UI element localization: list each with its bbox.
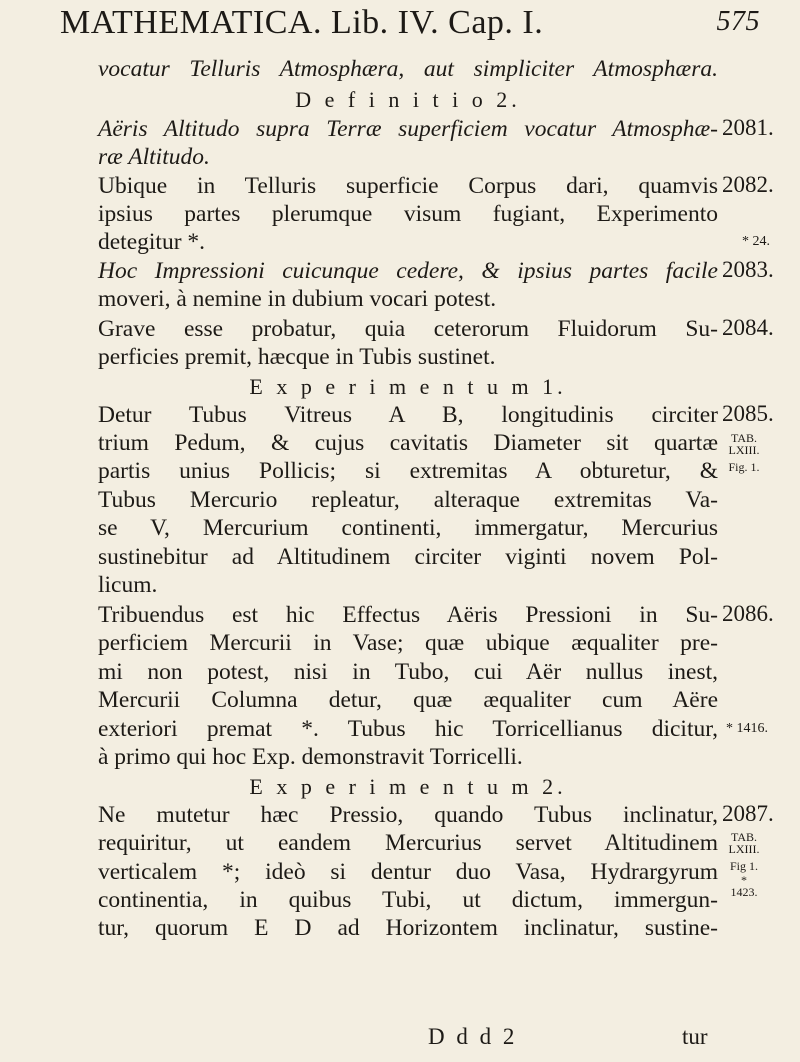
text-line: continentia, in quibus Tubi, ut dictum, immergun- (98, 887, 718, 913)
margin-reference: * 24. (742, 234, 770, 249)
running-head (60, 4, 760, 42)
text-line: mi non potest, nisi in Tubo, cui Aër nullus inest, (98, 659, 718, 685)
plate-label: TAB. (730, 830, 758, 844)
text-line: partis unius Pollicis; si extremitas A obturetur, & (98, 458, 718, 484)
text-line: verticalem *; ideò si dentur duo Vasa, Hydrargyrum (98, 859, 718, 885)
figure-reference: Fig. 1. (728, 460, 760, 474)
definition-heading: D e f i n i t i o 2. (295, 87, 521, 112)
page-number: 575 (716, 6, 760, 37)
figure-reference: Fig 1. (729, 859, 758, 873)
text-line: Detur Tubus Vitreus A B, longitudinis circiter (98, 402, 718, 428)
text-line: Tribuendus est hic Effectus Aëris Pressioni in Su- (98, 602, 718, 628)
plate-number: LXIII. (728, 842, 760, 856)
experiment-heading: E x p e r i m e n t u m 1. (249, 374, 567, 399)
page-title: MATHEMATICA. Lib. IV. Cap. I. (60, 4, 544, 41)
text-line: licum. (98, 572, 158, 598)
signature-mark: D d d 2 (428, 1024, 518, 1049)
margin-number: 2086. (722, 601, 774, 626)
margin-number: 2085. (722, 401, 774, 426)
text-line: Ne mutetur hæc Pressio, quando Tubus inclinatur, (98, 802, 718, 828)
text-line: perficiem Mercurii in Vase; quæ ubique æqualiter pre- (98, 630, 718, 656)
text-line: trium Pedum, & cujus cavitatis Diameter sit quartæ (98, 430, 718, 456)
text-line: perficies premit, hæcque in Tubis sustinet. (98, 344, 496, 370)
text-line: à primo qui hoc Exp. demonstravit Torricelli. (98, 744, 523, 770)
margin-number: 2084. (722, 315, 774, 340)
experiment-heading: E x p e r i m e n t u m 2. (249, 774, 567, 799)
text-line: moveri, à nemine in dubium vocari potest. (98, 286, 497, 312)
margin-number: 2081. (722, 115, 774, 140)
margin-number: 2083. (722, 257, 774, 282)
catchword: tur (682, 1024, 708, 1049)
plate-label: TAB. (730, 431, 758, 445)
text-line: Ubique in Telluris superficie Corpus dari, quamvis (98, 173, 718, 199)
text-line: ræ Altitudo. (98, 144, 210, 170)
margin-number: 2082. (722, 172, 774, 197)
text-line: tur, quorum E D ad Horizontem inclinatur, sustine- (98, 915, 718, 941)
plate-number: LXIII. (728, 443, 760, 457)
margin-reference: * 1416. (726, 721, 768, 736)
text-line: exteriori premat *. Tubus hic Torricellianus dicitur, (98, 716, 718, 742)
text-line: sustinebitur ad Altitudinem circiter viginti novem Pol- (98, 544, 718, 570)
text-line: Tubus Mercurio repleatur, alteraque extremitas Va- (98, 487, 718, 513)
text-line: Mercurii Columna detur, quæ æqualiter cum Aëre (98, 687, 718, 713)
text-line: se V, Mercurium continenti, immergatur, Mercurius (98, 515, 718, 541)
text-line: ipsius partes plerumque visum fugiant, Experimento (98, 201, 718, 227)
text-line: detegitur *. (98, 229, 206, 255)
margin-number: 2087. (722, 801, 774, 826)
text-line: Aëris Altitudo supra Terræ superficiem vocatur Atmosphæ- (98, 116, 718, 142)
text-line: requiritur, ut eandem Mercurius servet Altitudinem (98, 830, 718, 856)
text-line: Grave esse probatur, quia ceterorum Fluidorum Su- (98, 316, 718, 342)
margin-reference: * 1423. (730, 873, 758, 899)
text-line: vocatur Telluris Atmosphæra, aut simpliciter Atmosphæra. (98, 56, 718, 82)
text-line: Hoc Impressioni cuicunque cedere, & ipsius partes facile (98, 258, 718, 284)
